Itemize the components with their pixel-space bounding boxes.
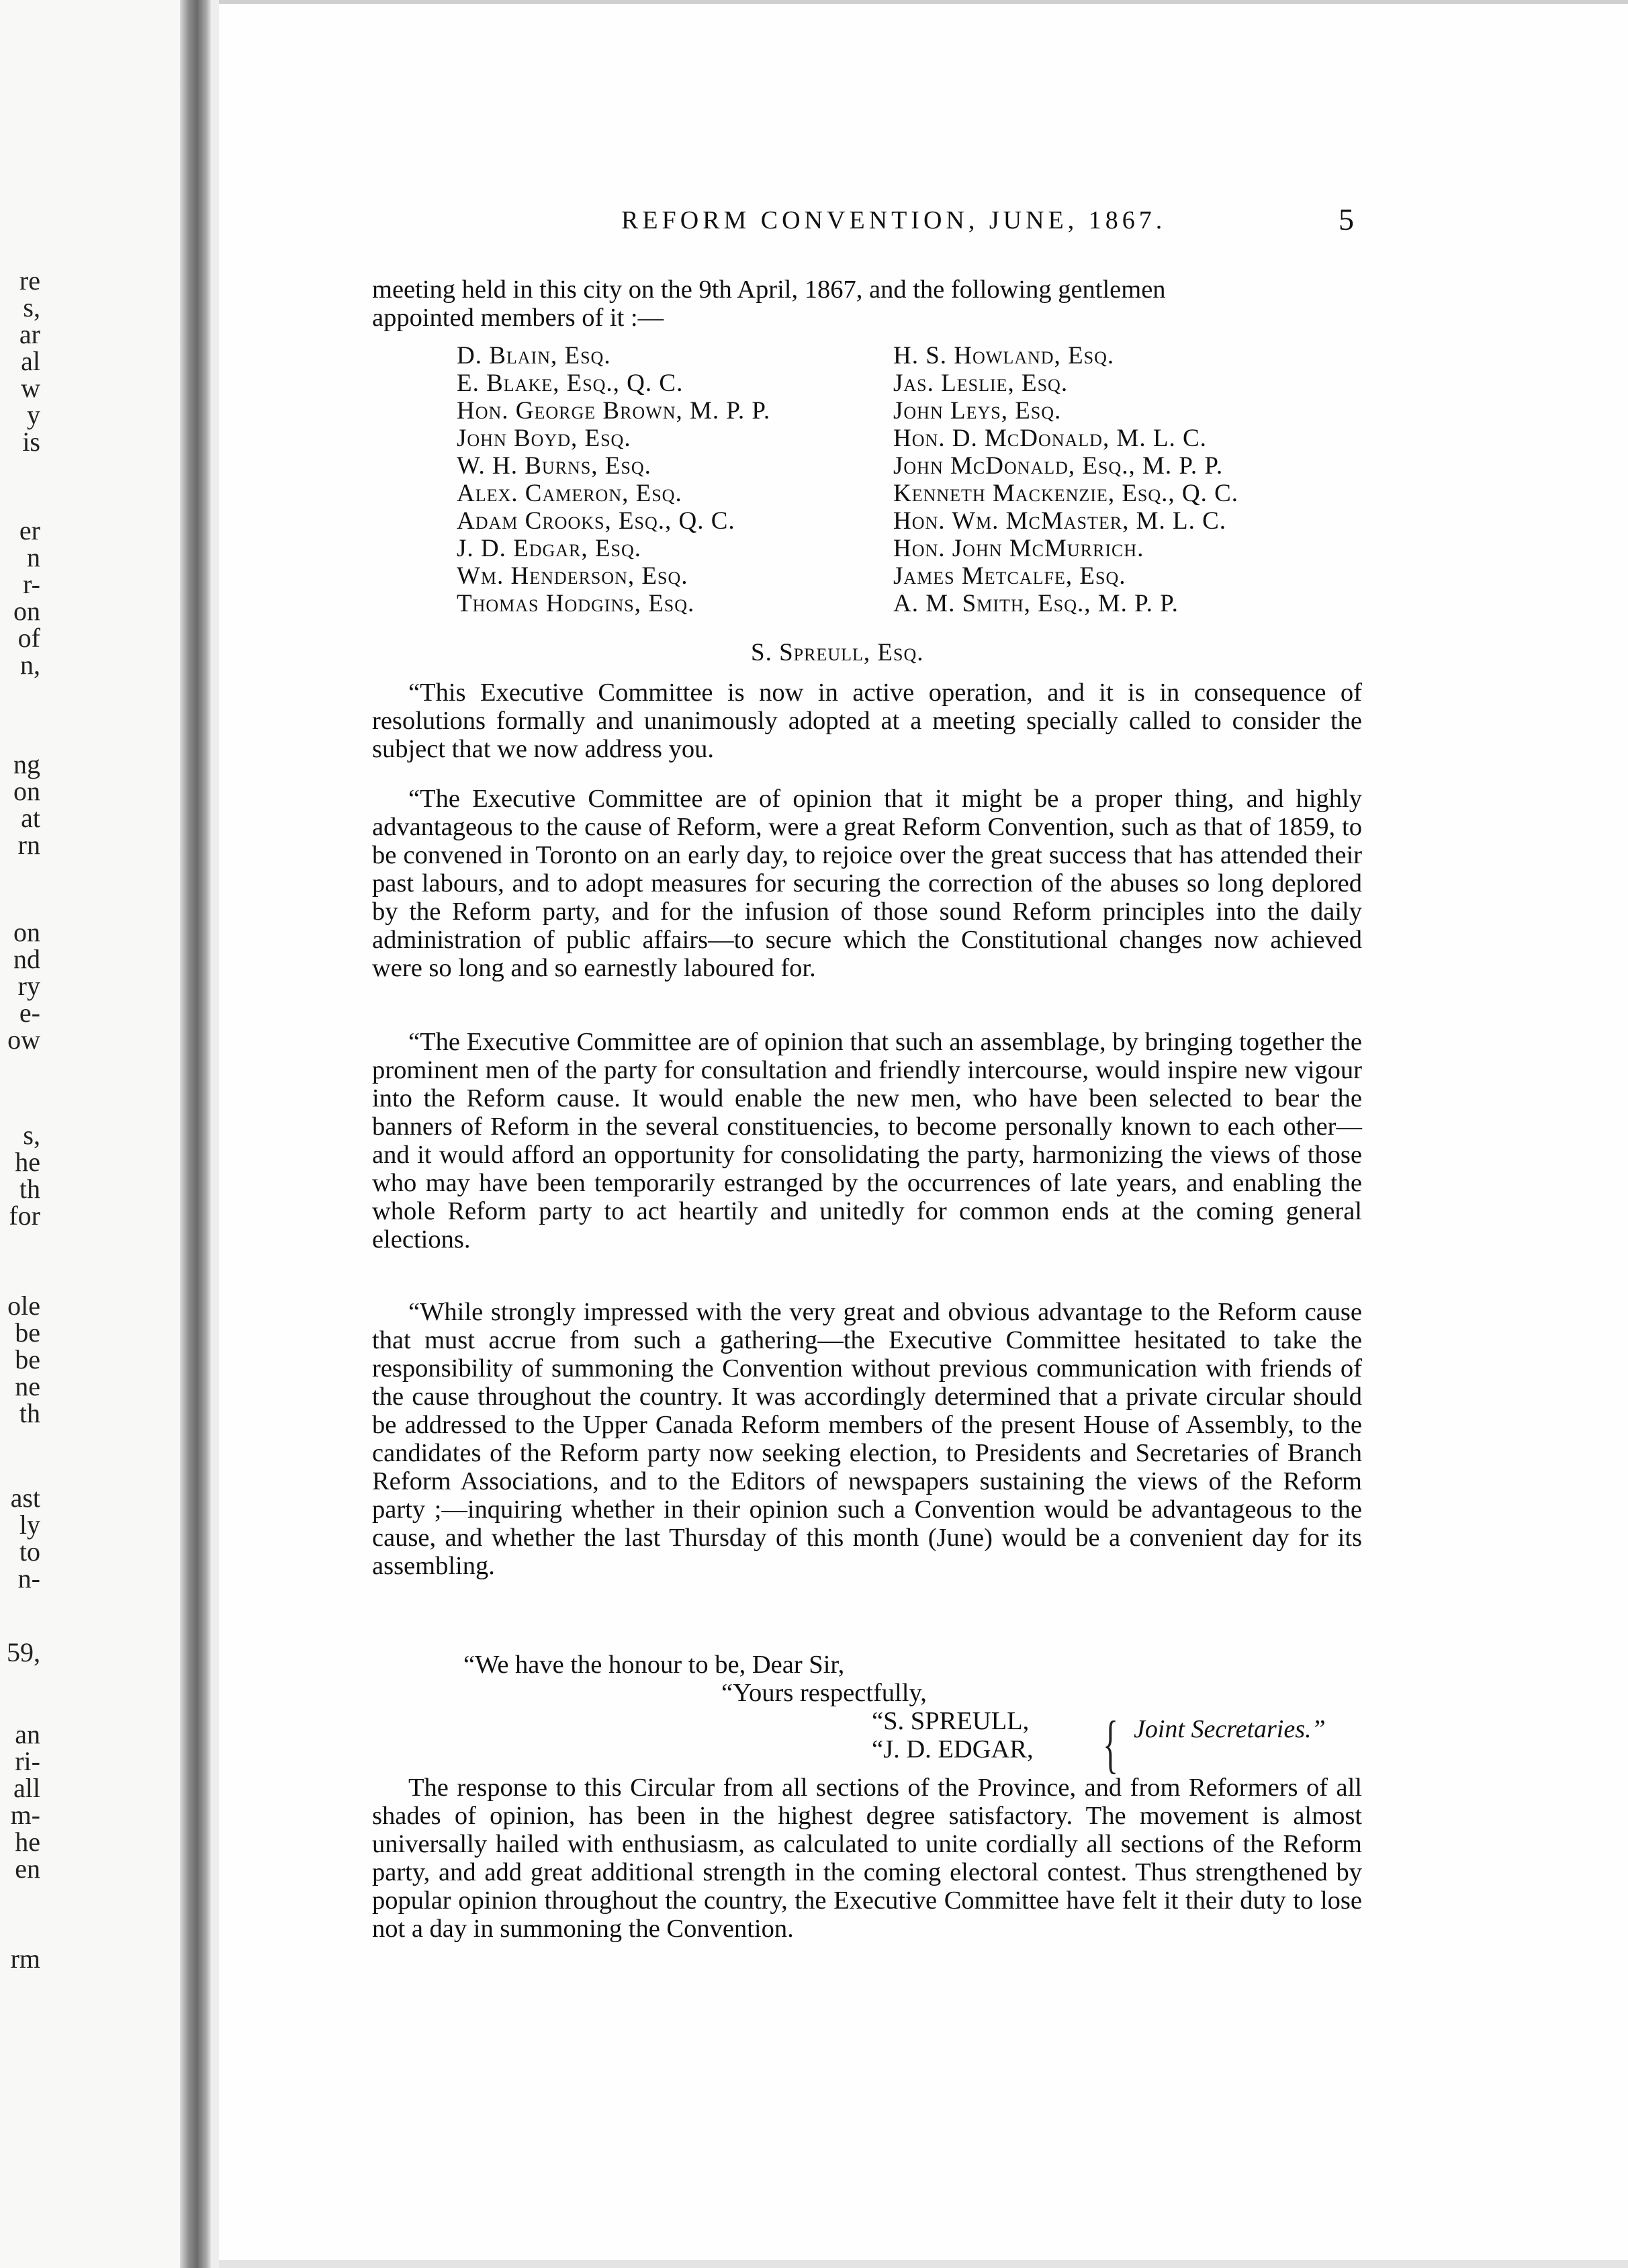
member-name: Kenneth Mackenzie, Esq., Q. C. bbox=[893, 480, 1239, 507]
member-name: Jas. Leslie, Esq. bbox=[893, 369, 1069, 397]
book-gutter bbox=[180, 0, 211, 2268]
member-name: John Leys, Esq. bbox=[893, 397, 1062, 425]
left-fragment-text: nd bbox=[13, 944, 40, 974]
member-name: Wm. Henderson, Esq. bbox=[457, 562, 688, 590]
member-name: James Metcalfe, Esq. bbox=[893, 562, 1126, 590]
page-bottom-edge bbox=[219, 2260, 1628, 2268]
page-number: 5 bbox=[1339, 202, 1354, 236]
left-fragment-text: ri- bbox=[15, 1746, 40, 1776]
running-head: REFORM CONVENTION, JUNE, 1867. bbox=[621, 206, 1167, 234]
left-fragment-text: he bbox=[15, 1147, 40, 1177]
left-fragment-text: an bbox=[15, 1719, 40, 1749]
left-fragment-text: s, bbox=[23, 1120, 40, 1150]
left-fragment-text: m- bbox=[10, 1800, 40, 1830]
left-fragment-text: on bbox=[13, 776, 40, 806]
circular-paragraph: “The Executive Committee are of opinion that such an assemblage, by bringing together the prominent men of the party for consultation and friendly intercourse, would inspire new vigour into the Reform cause. It would enable the new men, who have been selected to bear the banners of Reform in the several constituencies, to become personally known to each other—and it would afford an opportunity for consolidating the party, harmonizing the views of those who may have been temporarily estranged by the occurrences of late years, and enabling the whole Reform party to act heartily and unitedly for common ends at the coming general elections. bbox=[372, 1028, 1362, 1254]
left-fragment-text: en bbox=[15, 1853, 40, 1884]
member-name: E. Blake, Esq., Q. C. bbox=[457, 369, 684, 397]
left-fragment-text: ry bbox=[17, 971, 40, 1001]
left-fragment-text: th bbox=[19, 1398, 40, 1428]
member-name: S. Spreull, Esq. bbox=[751, 639, 924, 666]
member-name: John McDonald, Esq., M. P. P. bbox=[893, 452, 1224, 480]
left-fragment-text: to bbox=[19, 1536, 40, 1567]
salutation: “We have the honour to be, Dear Sir, bbox=[463, 1651, 845, 1679]
left-fragment-text: is bbox=[22, 427, 40, 457]
member-name: Hon. D. McDonald, M. L. C. bbox=[893, 425, 1207, 452]
left-fragment-text: th bbox=[19, 1174, 40, 1204]
left-fragment-text: re bbox=[19, 265, 40, 296]
circular-paragraph: “This Executive Committee is now in active operation, and it is in consequence of resolutions formally and unanimously adopted at a meeting specially called to consider the subject that we now address you. bbox=[372, 679, 1362, 763]
left-fragment-text: al bbox=[21, 346, 40, 376]
member-name: Hon. Wm. McMaster, M. L. C. bbox=[893, 507, 1227, 535]
member-name: A. M. Smith, Esq., M. P. P. bbox=[893, 590, 1179, 617]
left-fragment-text: be bbox=[15, 1344, 40, 1375]
member-name: D. Blain, Esq. bbox=[457, 342, 611, 369]
intro-line: appointed members of it :— bbox=[372, 304, 664, 332]
left-fragment-text: r- bbox=[23, 569, 40, 599]
left-fragment-text: ow bbox=[7, 1024, 40, 1055]
member-name: Alex. Cameron, Esq. bbox=[457, 480, 682, 507]
member-name: J. D. Edgar, Esq. bbox=[457, 535, 641, 562]
left-fragment-text: all bbox=[13, 1773, 40, 1803]
intro-line: meeting held in this city on the 9th April, 1867, and the following gentlemen bbox=[372, 275, 1166, 304]
valediction: “Yours respectfully, bbox=[721, 1679, 927, 1707]
member-name: Hon. John McMurrich. bbox=[893, 535, 1144, 562]
left-fragment-text: e- bbox=[19, 998, 40, 1028]
left-fragment-text: ne bbox=[15, 1371, 40, 1401]
left-fragment-text: n, bbox=[20, 650, 40, 680]
member-name: Hon. George Brown, M. P. P. bbox=[457, 397, 771, 425]
left-fragment-text: ole bbox=[7, 1291, 40, 1321]
left-page-fragment bbox=[0, 0, 180, 2268]
member-name: W. H. Burns, Esq. bbox=[457, 452, 651, 480]
signature-spreull: “S. SPREULL, bbox=[872, 1707, 1030, 1735]
left-fragment-text: ast bbox=[10, 1483, 40, 1513]
closing-paragraph: The response to this Circular from all sections of the Province, and from Reformers of all shades of opinion, has been in the highest degree satisfactory. The movement is almost universally hailed with enthusiasm, as calculated to unite cordially all sections of the Reform party, and add great additional strength in the coming electoral contest. Thus strengthened by popular opinion throughout the country, the Executive Committee have felt it their duty to lose not a day in summoning the Convention. bbox=[372, 1774, 1362, 1943]
left-fragment-text: rn bbox=[17, 830, 40, 860]
left-fragment-text: n bbox=[27, 542, 40, 572]
left-fragment-text: n- bbox=[17, 1563, 40, 1594]
signature-edgar: “J. D. EDGAR, bbox=[872, 1735, 1034, 1763]
brace-glyph: { bbox=[1103, 1708, 1119, 1780]
left-fragment-text: at bbox=[21, 803, 40, 833]
left-fragment-text: y bbox=[27, 400, 40, 430]
left-fragment-text: on bbox=[13, 596, 40, 626]
left-fragment-text: he bbox=[15, 1827, 40, 1857]
left-fragment-text: ly bbox=[19, 1510, 40, 1540]
circular-paragraph: “While strongly impressed with the very great and obvious advantage to the Reform cause that must accrue from such a gathering—the Executive Committee hesitated to take the responsibility of summoning the Convention without previous communication with friends of the cause throughout the country. It was accordingly determined that a private circular should be addressed to the Upper Canada Reform members of the present House of Assembly, to the candidates of the Reform party now seeking election, to Presidents and Secretaries of Branch Reform Associations, and to the Editors of newspapers sustaining the views of the Reform party ;—inquiring whether in their opinion such a Convention would be advantageous to the cause, and whether the last Thursday of this month (June) would be a convenient day for its assembling. bbox=[372, 1298, 1362, 1580]
left-fragment-text: ar bbox=[19, 319, 40, 349]
member-name: Adam Crooks, Esq., Q. C. bbox=[457, 507, 735, 535]
member-name: Thomas Hodgins, Esq. bbox=[457, 590, 695, 617]
left-fragment-text: er bbox=[19, 515, 40, 546]
left-fragment-text: be bbox=[15, 1317, 40, 1348]
page-edge bbox=[211, 0, 219, 2268]
member-name: John Boyd, Esq. bbox=[457, 425, 631, 452]
left-fragment-text: 59, bbox=[7, 1637, 40, 1667]
joint-secretaries-label: Joint Secretaries.” bbox=[1134, 1715, 1326, 1743]
left-fragment-text: rm bbox=[10, 1944, 40, 1974]
left-fragment-text: on bbox=[13, 917, 40, 947]
left-fragment-text: w bbox=[21, 373, 40, 403]
member-name: H. S. Howland, Esq. bbox=[893, 342, 1115, 369]
left-fragment-text: s, bbox=[23, 292, 40, 322]
left-fragment-text: for bbox=[9, 1201, 40, 1231]
left-fragment-text: of bbox=[17, 623, 40, 653]
circular-paragraph: “The Executive Committee are of opinion that it might be a proper thing, and highly advantageous to the cause of Reform, were a great Reform Convention, such as that of 1859, to be convened in Toronto on an early day, to rejoice over the great success that has attended their past labours, and to adopt measures for securing the correction of the abuses so long deplored by the Reform party, and for the infusion of those sound Reform principles into the daily administration of public affairs—to secure which the Constitutional changes now achieved were so long and so earnestly laboured for. bbox=[372, 785, 1362, 982]
left-fragment-text: ng bbox=[13, 749, 40, 779]
